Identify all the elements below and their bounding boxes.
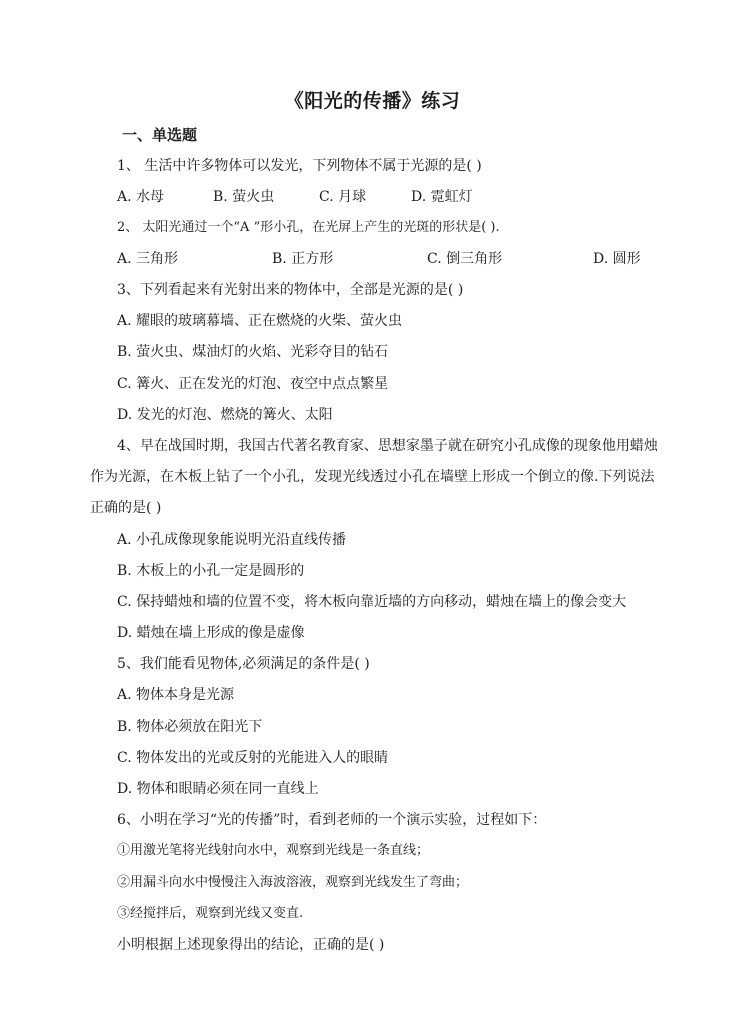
- q4-option-d: D. 蜡烛在墙上形成的像是虚像: [117, 625, 305, 641]
- question-2-stem: 2、 太阳光通过一个“A ”形小孔，在光屏上产生的光斑的形状是( ).: [117, 220, 500, 235]
- q3-option-a: A. 耀眼的玻璃幕墙、正在燃烧的火柴、萤火虫: [117, 313, 403, 329]
- q6-step-3: ③经搅拌后，观察到光线又变直.: [117, 906, 304, 921]
- q5-option-b: B. 物体必须放在阳光下: [117, 719, 263, 735]
- q4-option-c: C. 保持蜡烛和墙的位置不变，将木板向靠近墙的方向移动，蜡烛在墙上的像会变大: [117, 594, 627, 610]
- q1-option-c: C. 月球: [319, 189, 367, 205]
- page-title: 《阳光的传播》练习: [284, 90, 461, 112]
- q5-option-a: A. 物体本身是光源: [117, 687, 235, 703]
- q5-option-d: D. 物体和眼睛必须在同一直线上: [117, 781, 319, 797]
- q4-option-b: B. 木板上的小孔一定是圆形的: [117, 563, 305, 579]
- question-1-stem: 1、 生活中许多物体可以发光，下列物体不属于光源的是( ): [117, 158, 482, 174]
- question-4-stem-line-1: 4、早在战国时期，我国古代著名教育家、思想家墨子就在研究小孔成像的现象他用蜡烛: [117, 438, 658, 454]
- q1-option-a: A. 水母: [117, 189, 165, 205]
- question-4-stem-line-3: 正确的是( ): [90, 500, 162, 516]
- q6-step-1: ①用激光笔将光线射向水中，观察到光线是一条直线；: [117, 843, 430, 858]
- question-4-stem-line-2: 作为光源，在木板上钻了一个小孔，发现光线透过小孔在墙壁上形成一个倒立的像.下列说法: [90, 469, 655, 485]
- q2-option-c: C. 倒三角形: [427, 251, 503, 267]
- question-6-stem: 6、小明在学习“光的传播”时，看到老师的一个演示实验，过程如下：: [117, 812, 547, 828]
- q3-option-d: D. 发光的灯泡、燃烧的篝火、太阳: [117, 407, 333, 423]
- question-2-options: [117, 250, 641, 268]
- question-1-options: [117, 188, 473, 206]
- question-6-question: 小明根据上述现象得出的结论，正确的是( ): [117, 937, 385, 953]
- q6-step-2: ②用漏斗向水中慢慢注入海波溶液，观察到光线发生了弯曲；: [117, 875, 469, 890]
- section-heading: 一、单选题: [122, 126, 198, 144]
- q2-option-d: D. 圆形: [593, 251, 641, 267]
- q4-option-a: A. 小孔成像现象能说明光沿直线传播: [117, 532, 347, 548]
- q1-option-b: B. 萤火虫: [213, 189, 275, 205]
- q2-option-b: B. 正方形: [272, 251, 334, 267]
- question-3-stem: 3、下列看起来有光射出来的物体中，全部是光源的是( ): [117, 282, 464, 298]
- question-5-stem: 5、我们能看见物体,必须满足的条件是( ): [117, 656, 370, 672]
- q2-option-a: A. 三角形: [117, 251, 179, 267]
- q5-option-c: C. 物体发出的光或反射的光能进入人的眼睛: [117, 750, 389, 766]
- q1-option-d: D. 霓虹灯: [411, 189, 473, 205]
- q3-option-b: B. 萤火虫、煤油灯的火焰、光彩夺目的钻石: [117, 344, 389, 360]
- q3-option-c: C. 篝火、正在发光的灯泡、夜空中点点繁星: [117, 376, 389, 392]
